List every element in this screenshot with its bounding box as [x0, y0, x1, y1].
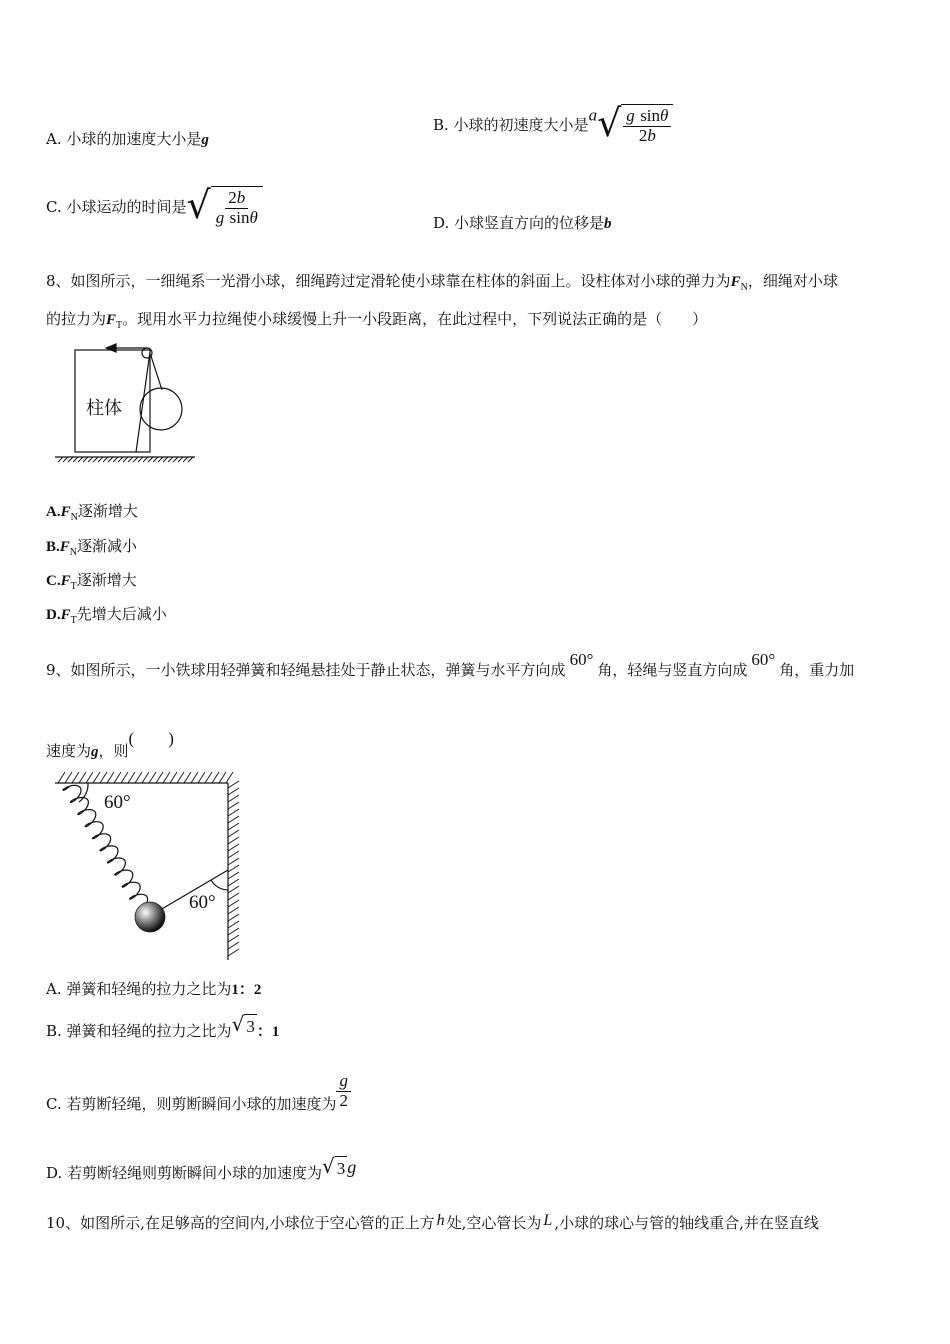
hatch-mark — [228, 886, 239, 893]
q7-option-b-coef: a — [588, 105, 598, 125]
q7-b-num-sin: sin — [640, 106, 661, 125]
hatch-mark — [148, 457, 153, 462]
q9-option-d-text: D. 若剪断轻绳则剪断瞬间小球的加速度为 — [46, 1164, 323, 1182]
hatch-mark — [143, 457, 148, 462]
hatch-mark — [163, 457, 168, 462]
q7-c-num-2: 2 — [228, 188, 237, 207]
hatch-mark — [228, 809, 239, 816]
pull-arrow-icon — [106, 344, 116, 352]
q7-option-a-text: A. 小球的加速度大小是 — [46, 130, 202, 148]
hatch-mark — [107, 772, 114, 783]
hatch-mark — [228, 949, 239, 956]
q8-option-a-prefix: A. — [46, 504, 61, 520]
hatch-mark — [177, 772, 184, 783]
q9-line1-b: 角，轻绳与竖直方向成 — [597, 661, 748, 679]
hatch-mark — [118, 457, 123, 462]
q7-b-den-b: b — [647, 125, 656, 145]
hatch-mark — [73, 457, 78, 462]
hatch-mark — [158, 457, 163, 462]
q8-option-d-text: 先增大后减小 — [76, 605, 167, 623]
q8-option-b-prefix: B. — [46, 539, 60, 555]
q9-option-b-text: B. 弹簧和轻绳的拉力之比为 — [46, 1022, 232, 1040]
q7-option-c — [46, 183, 263, 227]
q7-option-c-sqrt: √ $\frac{2b}{\text{g sinθ}}$ — [186, 186, 262, 227]
hatch-mark — [163, 772, 170, 783]
hatch-mark — [226, 772, 233, 783]
q9-line2-a: 速度为 — [46, 742, 92, 760]
hatch-mark — [228, 823, 239, 830]
q8-fn-sub: N — [740, 282, 748, 293]
q9-option-d-var: g — [347, 1157, 357, 1177]
q8-option-d-prefix: D. — [46, 607, 61, 623]
hatch-mark — [228, 914, 239, 921]
q8-stem-line1 — [46, 270, 838, 293]
hatch-mark — [184, 772, 191, 783]
q9-option-c-text: C. 若剪断轻绳，则剪断瞬间小球的加速度为 — [46, 1095, 337, 1114]
hatch-mark — [228, 872, 239, 879]
q10-l: L — [543, 1212, 553, 1229]
q7-b-num-g: g — [626, 106, 635, 125]
hatch-mark — [191, 772, 198, 783]
q9-option-c-num: g — [336, 1072, 351, 1092]
q10-line-c: ,小球的球心与管的轴线重合,并在竖直线 — [554, 1214, 819, 1232]
wall-angle-arc — [211, 880, 228, 890]
hatch-mark — [219, 772, 226, 783]
hatch-mark — [228, 844, 239, 851]
hatch-mark — [228, 781, 239, 788]
q10-stem-line1 — [46, 1212, 819, 1233]
hatch-mark — [133, 457, 138, 462]
hatch-mark — [142, 772, 149, 783]
q8-option-d-f: F — [60, 607, 71, 623]
hatch-mark — [86, 772, 93, 783]
q7-c-num-b: b — [236, 188, 246, 207]
q7-c-den-sin: sin — [229, 207, 250, 227]
hatch-mark — [188, 457, 193, 462]
hatch-mark — [228, 795, 239, 802]
hatch-mark — [228, 942, 239, 949]
hatch-mark — [228, 837, 239, 844]
hatch-mark — [212, 772, 219, 783]
iron-ball — [135, 902, 165, 932]
hatch-mark — [173, 457, 178, 462]
hatch-mark — [228, 816, 239, 823]
q8-line1-b: ，细绳对小球 — [747, 272, 838, 290]
hatch-mark — [228, 788, 239, 795]
q7-option-d-text: D. 小球竖直方向的位移是 — [433, 214, 605, 232]
q8-option-c-text: 逐渐增大 — [76, 571, 137, 589]
q9-angle1: 60° — [569, 650, 594, 669]
hatch-mark — [228, 893, 239, 900]
q9-option-b-colon: ： — [256, 1024, 272, 1040]
hatch-mark — [93, 772, 100, 783]
q9-g: g — [91, 744, 99, 760]
q9-stem-line2 — [46, 724, 174, 761]
hatch-mark — [156, 772, 163, 783]
q7-c-den-theta: θ — [249, 207, 258, 227]
q9-option-d-root: 3 — [335, 1156, 348, 1179]
pillar-slope — [136, 352, 150, 452]
q7-option-b — [433, 101, 673, 145]
q8-option-c-f: F — [60, 573, 71, 589]
q8-ft: F — [106, 312, 117, 328]
hatch-mark — [228, 802, 239, 809]
q10-h: h — [436, 1212, 445, 1229]
q7-b-num-theta: θ — [660, 106, 669, 125]
hatch-mark — [228, 928, 239, 935]
hatch-mark — [58, 772, 65, 783]
hatch-mark — [72, 772, 79, 783]
q9-option-c-den: 2 — [339, 1090, 348, 1110]
q7-option-d-var: b — [604, 216, 612, 232]
q7-option-a-var: g — [201, 132, 209, 148]
q8-stem-line2 — [46, 308, 707, 331]
q9-option-d-sqrt: √ 3 — [322, 1154, 346, 1178]
hatch-mark — [178, 457, 183, 462]
q7-c-den-g: g — [215, 207, 225, 227]
hatch-mark — [83, 457, 88, 462]
q9-line1-a: 9、如图所示，一小铁球用轻弹簧和轻绳悬挂处于静止状态，弹簧与水平方向成 — [46, 661, 566, 679]
hatch-mark — [128, 772, 135, 783]
hatch-mark — [100, 772, 107, 783]
hatch-mark — [58, 457, 63, 462]
hatch-mark — [113, 457, 118, 462]
hatch-mark — [168, 457, 173, 462]
q7-option-b-text: B. 小球的初速度大小是 — [433, 116, 589, 135]
q8-line1-a: 8、如图所示，一细绳系一光滑小球，细绳跨过定滑轮使小球靠在柱体的斜面上。设柱体对小球的弹力为 — [46, 272, 731, 290]
hatch-mark — [228, 879, 239, 886]
q9-option-b — [46, 1014, 279, 1041]
hatch-mark — [198, 772, 205, 783]
hatch-mark — [128, 457, 133, 462]
q8-option-c-prefix: C. — [46, 573, 61, 589]
q9-figure — [50, 768, 245, 963]
q10-line-a: 10、如图所示,在足够高的空间内,小球位于空心管的正上方 — [46, 1214, 435, 1232]
q9-option-c — [46, 1072, 351, 1114]
hatch-mark — [205, 772, 212, 783]
q8-option-d — [46, 603, 167, 626]
hatch-mark — [149, 772, 156, 783]
hatch-mark — [135, 772, 142, 783]
q9-angle2: 60° — [751, 650, 776, 669]
hatch-mark — [228, 921, 239, 928]
hatch-mark — [65, 772, 72, 783]
hatch-mark — [63, 457, 68, 462]
q9-option-d — [46, 1156, 356, 1183]
hatch-mark — [228, 858, 239, 865]
q8-option-b-f: F — [59, 539, 70, 555]
hatch-mark — [121, 772, 128, 783]
q9-paren: ( ) — [128, 729, 174, 748]
hatch-mark — [68, 457, 73, 462]
q7-option-a — [46, 128, 209, 149]
hatch-mark — [108, 457, 113, 462]
hatch-mark — [170, 772, 177, 783]
hatch-mark — [228, 830, 239, 837]
q9-option-a-ratio: 1：2 — [231, 982, 262, 998]
spring-angle-label: 60° — [104, 792, 131, 813]
hatch-mark — [228, 851, 239, 858]
q7-option-d — [433, 212, 612, 233]
hatch-mark — [228, 865, 239, 872]
pillar-label: 柱体 — [86, 398, 122, 418]
q8-line2-b: 。现用水平力拉绳使小球缓慢上升一小段距离，在此过程中，下列说法正确的是（ ） — [122, 310, 708, 328]
q8-ft-sub: T — [116, 320, 123, 331]
q9-option-a — [46, 978, 261, 999]
hatch-mark — [78, 457, 83, 462]
hatch-mark — [93, 457, 98, 462]
rope-to-ball — [151, 356, 162, 390]
q9-line1-c: 角，重力加 — [779, 661, 855, 679]
q8-option-c-sub: T — [70, 581, 77, 592]
q8-option-d-sub: T — [70, 615, 77, 626]
hatch-mark — [228, 900, 239, 907]
hatch-mark — [123, 457, 128, 462]
q8-option-c — [46, 569, 137, 592]
ground-hatch — [58, 457, 193, 462]
q9-stem-line1 — [46, 650, 854, 680]
q8-figure — [50, 338, 200, 466]
q10-line-b: 处,空心管长为 — [446, 1214, 542, 1232]
hatch-mark — [88, 457, 93, 462]
hatch-mark — [153, 457, 158, 462]
q9-option-a-text: A. 弹簧和轻绳的拉力之比为 — [46, 980, 232, 998]
rope-angle-label: 60° — [189, 892, 216, 913]
hatch-mark — [114, 772, 121, 783]
hatch-mark — [98, 457, 103, 462]
q9-line2-b: ，则 — [98, 742, 129, 760]
q9-option-b-one: 1 — [271, 1024, 280, 1040]
hatch-mark — [79, 772, 86, 783]
hatch-mark — [228, 935, 239, 942]
q9-option-b-sqrt: √ 3 — [231, 1012, 255, 1036]
q8-option-a-sub: N — [70, 512, 78, 523]
hatch-mark — [228, 907, 239, 914]
q8-line2-a: 的拉力为 — [46, 310, 107, 328]
ball — [140, 388, 182, 430]
q8-fn: F — [730, 274, 741, 290]
q8-option-a-f: F — [60, 504, 71, 520]
q9-option-b-root: 3 — [244, 1014, 257, 1037]
q7-option-b-sqrt: √ $\frac{\text{g sinθ}}{2b}$ — [597, 104, 673, 145]
hatch-mark — [183, 457, 188, 462]
hatch-mark — [138, 457, 143, 462]
q7-b-den-2: 2 — [638, 125, 648, 145]
q8-option-a — [46, 500, 138, 523]
q8-option-a-text: 逐渐增大 — [77, 502, 138, 520]
hatch-mark — [103, 457, 108, 462]
q7-option-c-text: C. 小球运动的时间是 — [46, 198, 187, 217]
q8-option-b — [46, 535, 137, 558]
q9-option-c-frac — [336, 1072, 351, 1110]
q8-option-b-text: 逐渐减小 — [77, 537, 138, 555]
q8-option-b-sub: N — [69, 547, 78, 558]
